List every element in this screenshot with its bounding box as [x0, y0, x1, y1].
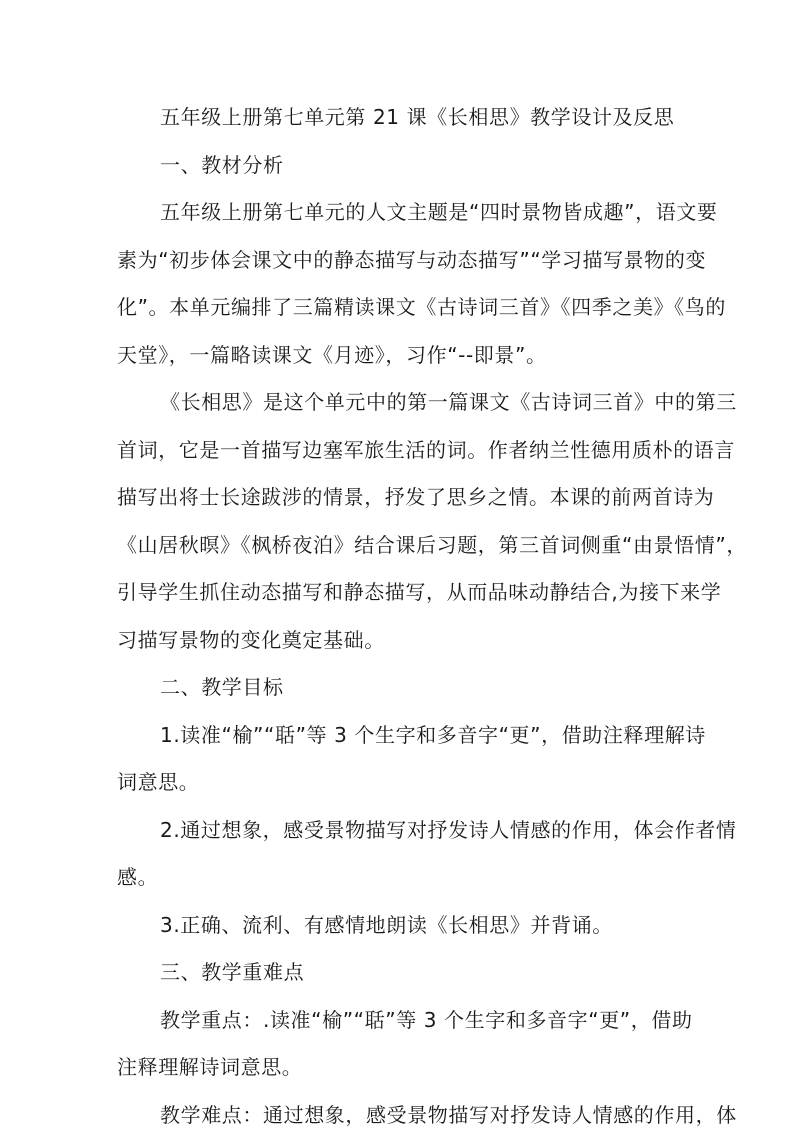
objective-line: 词意思。 [117, 770, 200, 794]
paragraph-line: 素为“初步体会课文中的静态描写与动态描写”“学习描写景物的变 [117, 247, 707, 272]
paragraph-line: 习描写景物的变化奠定基础。 [117, 627, 385, 652]
section-heading-2: 二、教学目标 [160, 675, 284, 699]
objective-line: 1.读准“榆”“聒”等 3 个生字和多音字“更”，借助注释理解诗 [160, 722, 706, 747]
paragraph-line: 引导学生抓住动态描写和静态描写，从而品味动静结合,为接下来学 [117, 580, 722, 604]
paragraph-line: 《长相思》是这个单元中的第一篇课文《古诗词三首》中的第三 [160, 390, 737, 414]
paragraph-line: 首词，它是一首描写边塞军旅生活的词。作者纳兰性德用质朴的语言 [117, 437, 735, 462]
paragraph-line: 化”。本单元编排了三篇精读课文《古诗词三首》《四季之美》《鸟的 [117, 295, 726, 319]
paragraph-line: 五年级上册第七单元的人文主题是“四时景物皆成趣”，语文要 [160, 200, 718, 224]
objective-line: 感。 [117, 865, 159, 889]
paragraph-line: 注释理解诗词意思。 [117, 1055, 303, 1079]
objective-line: 3.正确、流利、有感情地朗读《长相思》并背诵。 [160, 912, 613, 937]
paragraph-line: 天堂》，一篇略读课文《月迹》，习作“--即景”。 [117, 342, 547, 367]
section-heading-3: 三、教学重难点 [160, 960, 305, 984]
paragraph-line: 描写出将士长途跋涉的情景，抒发了思乡之情。本课的前两首诗为 [117, 485, 715, 509]
paragraph-line: 《山居秋暝》《枫桥夜泊》结合课后习题，第三首词侧重“由景悟情”， [117, 532, 747, 557]
document-title: 五年级上册第七单元第 21 课《长相思》教学设计及反思 [160, 105, 675, 129]
section-heading-1: 一、教材分析 [160, 152, 284, 177]
objective-line: 2.通过想象，感受景物描写对抒发诗人情感的作用，体会作者情 [160, 817, 737, 842]
paragraph-line: 教学难点：通过想象，感受景物描写对抒发诗人情感的作用，体 [160, 1102, 737, 1127]
paragraph-line: 教学重点：.读准“榆”“聒”等 3 个生字和多音字“更”，借助 [160, 1007, 693, 1032]
